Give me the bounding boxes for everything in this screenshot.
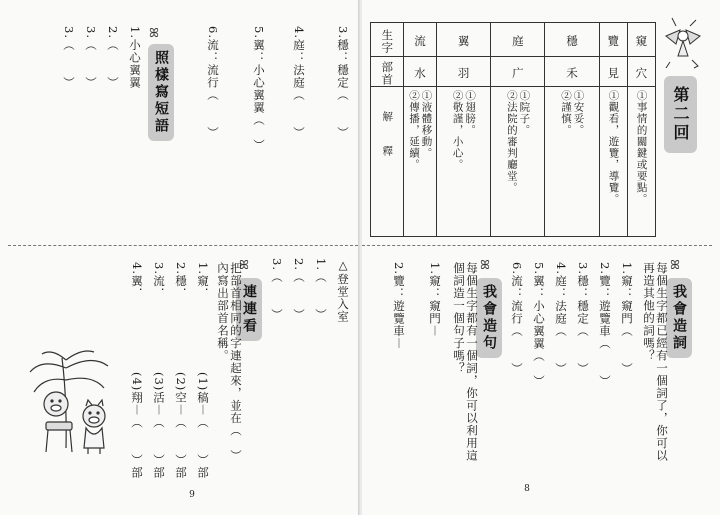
table-cell (627, 57, 655, 87)
answer-column: 3.穩：穩定︵ ︶ (336, 26, 350, 139)
table-cell (437, 87, 491, 237)
answer-column: 5.翼：小心翼翼︵ ︶ (252, 26, 266, 152)
table-cell (627, 87, 655, 237)
table-radical: 穴 (635, 66, 648, 80)
table-cell (491, 23, 545, 57)
table-header: 部首 (380, 60, 395, 86)
table-char: 翼 (457, 34, 470, 48)
answer-column: 4.庭：法庭︵ ︶ (292, 26, 306, 139)
table-cell (627, 23, 655, 57)
idiom-heading: △登堂入室 (336, 258, 350, 323)
practice-item: 2.︵ ︶ (106, 26, 120, 89)
butterfly-icon: ꕤ (149, 26, 159, 40)
compose-heading: 我會造詞 (666, 278, 692, 358)
table-cell (437, 23, 491, 57)
table-header: 生字 (380, 28, 395, 54)
match-heading: 連連看 (236, 278, 262, 341)
section-divider (362, 245, 712, 246)
practice-heading: 照樣寫短語 (148, 44, 174, 141)
practice-item: 3.︵ ︶ (84, 26, 98, 89)
fairy-illustration (662, 16, 704, 72)
compose-item: 3.穩：穩定︵ ︶ (576, 262, 590, 375)
table-header: 解 釋 (381, 111, 394, 157)
compose-instruction: 每個生字都已經有一個詞了，你可以再造其他的詞嗎？ (642, 262, 669, 462)
table-radical: 見 (607, 66, 619, 80)
table-cell (404, 57, 437, 87)
match-left-item: 2.穩． (174, 262, 188, 300)
table-radical: 广 (512, 66, 524, 80)
table-cell (545, 57, 599, 87)
page-number: 9 (179, 482, 205, 508)
table-meaning: ①翅膀。 ②敬謹，小心。 (451, 90, 477, 171)
compose-item: 6.流：流行︵ ︶ (510, 262, 524, 375)
table-char: 流 (414, 34, 426, 48)
table-cell (545, 87, 599, 237)
match-instruction: 把部首相同的字連起來，並在︵ ︶內寫出部首名稱。 (216, 262, 243, 462)
compose-item: 2.覽：遊覽車︵ ︶ (598, 262, 612, 388)
sentence-instruction: 每個生字都有一個詞，你可以利用這個詞造一個句子嗎？ (452, 262, 479, 462)
match-left-item: 3.流． (152, 262, 166, 300)
butterfly-icon: ꕤ (480, 258, 490, 272)
match-left-item: 4.翼． (130, 262, 144, 300)
butterfly-icon: ꕤ (239, 258, 249, 272)
table-cell (599, 23, 627, 57)
table-cell (545, 23, 599, 57)
lesson-title: 第二回 (664, 76, 697, 153)
butterfly-icon: ꕤ (670, 258, 680, 272)
table-radical: 水 (414, 66, 426, 80)
table-cell (404, 23, 437, 57)
table-meaning: ①院子。 ②法院的審判廳堂。 (505, 90, 531, 194)
match-right-item: (3)活︱︵ ︶部 (152, 372, 166, 479)
table-radical: 禾 (566, 66, 578, 80)
table-meaning: ①事情的關鍵或要點。 (635, 90, 648, 205)
match-left-item: 1.窺． (196, 262, 210, 300)
sentence-heading: 我會造句 (476, 278, 502, 358)
sentence-item: 2.覽：遊覽車︱ (392, 262, 406, 350)
table-char: 窺 (635, 34, 648, 48)
match-right-item: (4)翔︱︵ ︶部 (130, 372, 144, 479)
sentence-item: 1.窺：窺門︱ (428, 262, 442, 338)
table-cell (599, 57, 627, 87)
right-page (362, 0, 720, 515)
idiom-item: 1.︵ ︶ (314, 258, 328, 321)
compose-item: 5.翼：小心翼翼︵ ︶ (532, 262, 546, 388)
idiom-item: 2.︵ ︶ (292, 258, 306, 321)
character-table (370, 22, 656, 237)
idiom-item: 3.︵ ︶ (270, 258, 284, 321)
match-right-item: (2)空︱︵ ︶部 (174, 372, 188, 479)
practice-item-extra: 3.︵ ︶ (62, 26, 76, 89)
table-char: 覽 (607, 34, 619, 48)
answer-column: 6.流：流行︵ ︶ (206, 26, 220, 139)
match-right-item: (1)稿︱︵ ︶部 (196, 372, 210, 479)
pig-illustration (22, 348, 122, 458)
table-cell (371, 23, 404, 57)
compose-item: 1.窺：窺門︵ ︶ (620, 262, 634, 375)
section-divider (8, 245, 358, 246)
table-radical: 羽 (457, 66, 470, 80)
table-cell (404, 87, 437, 237)
table-meaning: ①液體移動。 ②傳播，延續。 (408, 90, 433, 171)
table-char: 穩 (566, 34, 578, 48)
table-cell (437, 57, 491, 87)
table-cell (371, 87, 404, 237)
table-meaning: ①安妥。 ②謹慎。 (560, 90, 585, 136)
practice-item: 1.小心翼翼 (128, 26, 142, 89)
table-cell (599, 87, 627, 237)
compose-item: 4.庭：法庭︵ ︶ (554, 262, 568, 375)
table-cell (491, 57, 545, 87)
table-cell (371, 57, 404, 87)
table-meaning: ①觀看，遊覽，導覽。 (607, 90, 620, 205)
page-number: 8 (514, 476, 540, 502)
table-char: 庭 (512, 34, 524, 48)
table-cell (491, 87, 545, 237)
